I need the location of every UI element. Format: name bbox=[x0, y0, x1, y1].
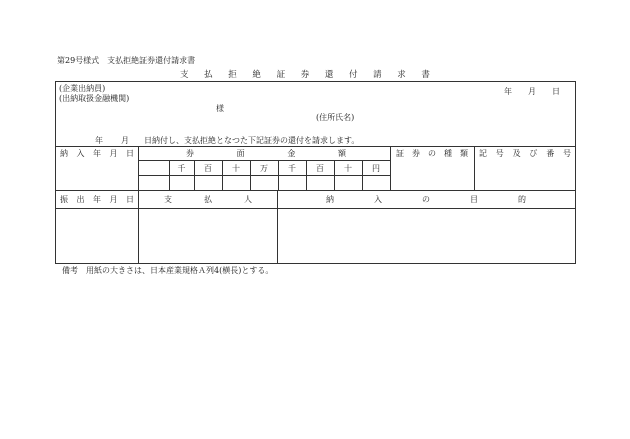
table-vline-a bbox=[138, 146, 139, 263]
table-line-mid bbox=[138, 175, 390, 176]
unit-hyaku-2: 百 bbox=[316, 163, 324, 173]
table-vline-b bbox=[390, 146, 391, 190]
address-name-label: (住所氏名) bbox=[316, 113, 355, 122]
request-month: 月 bbox=[121, 136, 129, 145]
unit-ju-2: 十 bbox=[344, 163, 352, 173]
unit-man: 万 bbox=[260, 163, 268, 173]
footnote: 備考 用紙の大きさは、日本産業規格Ａ列4(横長)とする。 bbox=[62, 266, 274, 275]
unit-sen-2: 千 bbox=[288, 163, 296, 173]
table-vline-c bbox=[474, 146, 475, 190]
header-date: 年 月 日 bbox=[504, 87, 560, 96]
form-top-border bbox=[55, 81, 576, 82]
sama-label: 様 bbox=[216, 104, 224, 113]
request-text: 日納付し、支払拒絶となつた下記証券の還付を請求します。 bbox=[144, 136, 360, 145]
col-issue-date: 振 出 年 月 日 bbox=[60, 195, 134, 204]
page-title: 支 払 拒 絶 証 券 還 付 請 求 書 bbox=[180, 70, 430, 80]
request-year: 年 bbox=[95, 136, 103, 145]
col-payer: 支 払 人 bbox=[164, 195, 252, 204]
col-payment-date: 納 入 年 月 日 bbox=[60, 149, 134, 158]
form-bottom-border bbox=[55, 263, 576, 264]
form-left-border bbox=[55, 81, 56, 264]
table-vline-d bbox=[277, 190, 278, 263]
unit-hyaku-1: 百 bbox=[204, 163, 212, 173]
bank-label: (出納取扱金融機関) bbox=[59, 94, 130, 103]
col-face-value: 券 面 金 額 bbox=[186, 149, 346, 158]
unit-sen-1: 千 bbox=[177, 163, 186, 173]
unit-yen: 円 bbox=[372, 163, 380, 173]
form-number: 第29号様式 支払拒絶証券還付請求書 bbox=[57, 56, 196, 65]
company-label: (企業出納員) bbox=[59, 84, 106, 93]
table-line-3 bbox=[55, 208, 576, 209]
unit-ju-1: 十 bbox=[232, 163, 240, 173]
col-payment-purpose: 納 入 の 目 的 bbox=[326, 195, 526, 204]
form-right-border bbox=[575, 81, 576, 264]
col-symbol-number: 記 号 及 び 番 号 bbox=[479, 149, 571, 158]
col-security-type: 証 券 の 種 類 bbox=[396, 149, 468, 158]
